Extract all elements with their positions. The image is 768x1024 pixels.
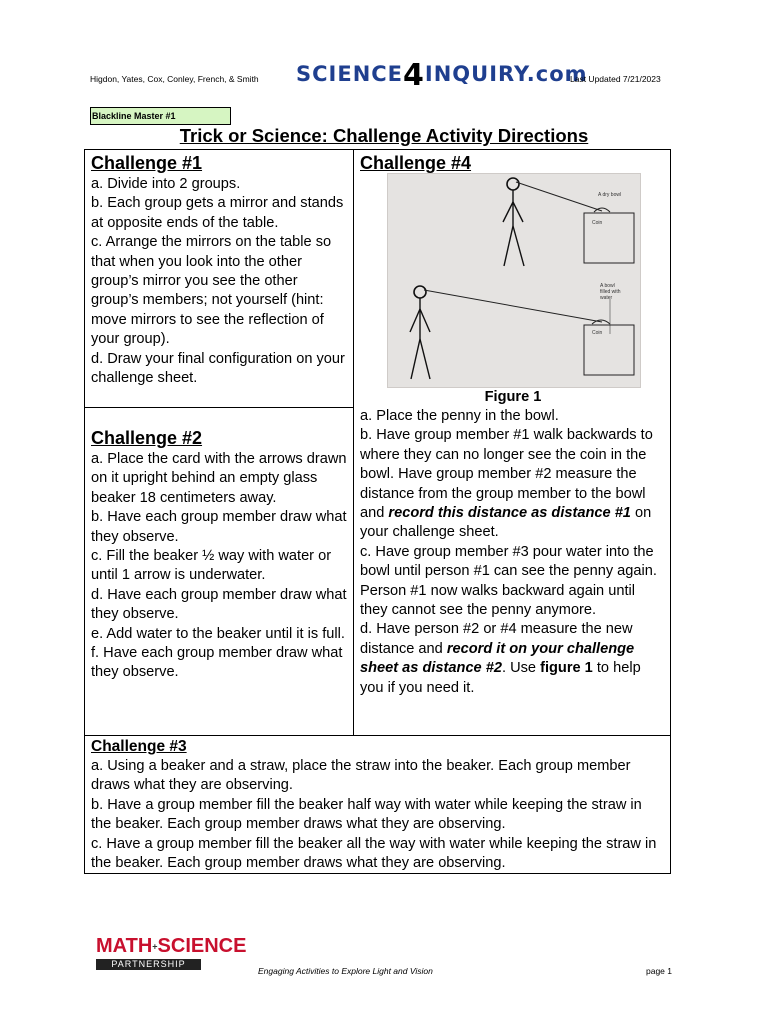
challenge-2-heading: Challenge #2 — [91, 428, 203, 448]
challenge-3-step: c. Have a group member fill the beaker all the way with water while keeping the straw in the beaker. Each group member draws what they are observing. — [91, 835, 657, 872]
step-text: . Use — [501, 660, 541, 677]
challenge-3-cell — [84, 735, 671, 874]
step-text: d. Have person #2 or #4 measure the new distance and — [360, 621, 633, 657]
challenge-2-step: c. Fill the beaker ½ way with water or until 1 arrow is underwater. — [91, 548, 332, 584]
step-text: on your challenge sheet. — [360, 505, 652, 541]
photo-label: A dry bowl — [598, 192, 622, 198]
step-text: b. Have group member #1 walk backwards to where they can no longer see the coin in the bowl. Have group member #2 measure the distance from the group member to the bowl and — [360, 427, 653, 522]
blackline-master-label: Blackline Master #1 — [90, 107, 231, 125]
challenge-2-step: a. Place the card with the arrows drawn on it upright behind an empty glass beaker 18 centimeters away. — [91, 451, 347, 506]
challenge-1-step: b. Each group gets a mirror and stands at opposite ends of the table. — [91, 195, 344, 231]
challenge-4-heading: Challenge #4 — [360, 153, 472, 173]
challenge-2-cell — [84, 407, 354, 736]
challenge-4-step: a. Place the penny in the bowl. — [360, 408, 559, 424]
footer-tagline: Engaging Activities to Explore Light and Vision — [258, 966, 433, 976]
page-number: page 1 — [646, 966, 672, 976]
challenge-4-cell — [353, 149, 671, 736]
challenge-3-heading: Challenge #3 — [91, 738, 187, 755]
challenge-2-step: d. Have each group member draw what they observe. — [91, 586, 347, 623]
logo-science: SCIENCE — [157, 935, 247, 957]
step-emphasis: record this distance as distance #1 — [388, 505, 631, 522]
challenge-4-step: c. Have group member #3 pour water into the bowl until person #1 can see the penny again. Person #1 now walks backward again until they cannot see the penny anymore. — [360, 543, 657, 619]
logo-suffix: INQUIRY — [424, 62, 527, 86]
photo-label: Coin — [592, 220, 603, 226]
logo-partnership: PARTNERSHIP — [96, 959, 201, 970]
step-emphasis: record it on your challenge sheet as distance #2 — [360, 640, 635, 677]
logo-plus: + — [152, 941, 158, 952]
challenge-3-step: b. Have a group member fill the beaker half way with water while keeping the straw in the beaker. Each group member draws what they are observing. — [91, 796, 642, 833]
challenge-1-cell — [84, 149, 354, 408]
logo-four: 4 — [403, 58, 425, 93]
challenge-2-step: f. Have each group member draw what they observe. — [91, 645, 343, 681]
challenge-1-step: c. Arrange the mirrors on the table so that when you look into the other group’s mirror you see the other group’s members; not yourself (hint: move mirrors to see the reflection of your group). — [91, 234, 332, 348]
challenge-3-step: a. Using a beaker and a straw, place the straw into the beaker. Each group member draws what they are observing. — [91, 758, 631, 794]
challenge-1-step: a. Divide into 2 groups. — [91, 176, 241, 192]
challenge-4-step — [360, 620, 666, 698]
science4inquiry-logo — [296, 54, 588, 93]
challenge-4-step — [360, 426, 666, 542]
step-text: to help you if you need it. — [360, 660, 641, 696]
last-updated: Last Updated 7/21/2023 — [570, 74, 661, 84]
photo-label: A bowl — [600, 283, 615, 289]
figure-reference: figure 1 — [540, 660, 593, 677]
photo-label: water — [600, 295, 613, 301]
challenge-2-step: e. Add water to the beaker until it is full. — [91, 625, 345, 642]
stick-figure-diagram — [388, 174, 640, 387]
math-science-partnership-logo — [96, 935, 247, 970]
challenge-1-heading: Challenge #1 — [91, 153, 203, 173]
photo-label: filled with — [600, 289, 621, 295]
challenge-2-step: b. Have each group member draw what they observe. — [91, 509, 347, 545]
photo-label: Coin — [592, 330, 603, 336]
authors: Higdon, Yates, Cox, Conley, French, & Smith — [90, 74, 259, 84]
logo-prefix: SCIENCE — [296, 62, 404, 86]
page-title: Trick or Science: Challenge Activity Directions — [179, 125, 589, 146]
logo-math: MATH — [96, 935, 153, 957]
challenge-1-step: d. Draw your final configuration on your challenge sheet. — [91, 350, 345, 387]
challenge-4-steps — [360, 407, 666, 698]
logo-math-science — [96, 935, 247, 957]
figure-1-caption: Figure 1 — [484, 389, 542, 405]
logo-domain: .com — [526, 62, 588, 86]
figure-1-photo — [387, 173, 641, 388]
